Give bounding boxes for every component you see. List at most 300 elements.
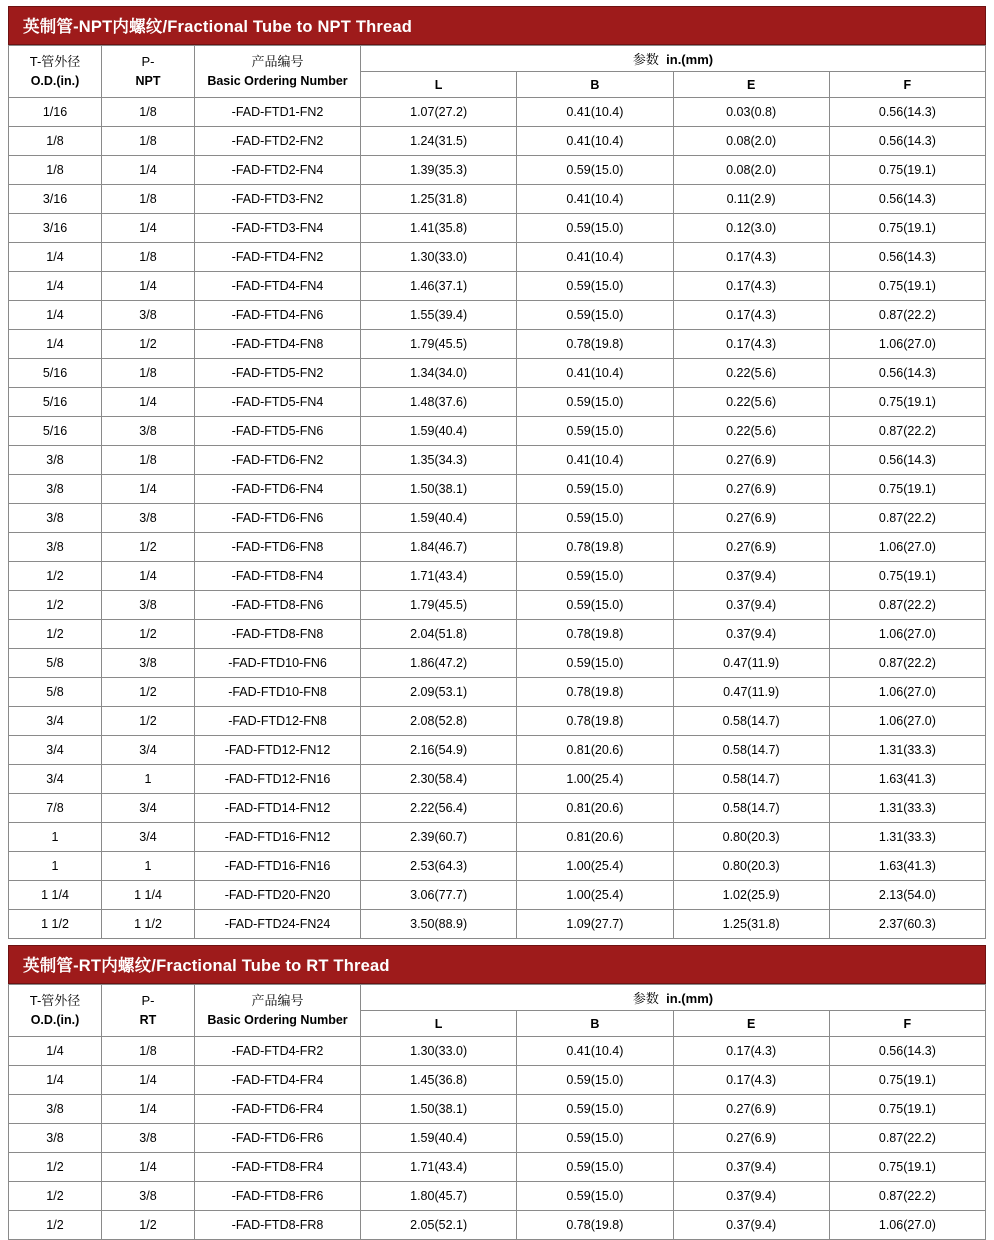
table-cell: 1.84(46.7) [361,533,517,562]
table-cell: 1.63(41.3) [829,765,985,794]
table-cell: 1.25(31.8) [673,910,829,939]
header-param-3: E [673,1011,829,1037]
table-cell: 0.58(14.7) [673,707,829,736]
table-cell: 0.41(10.4) [517,185,673,214]
table-cell: 0.56(14.3) [829,446,985,475]
table-row [9,388,986,417]
header-param-1: L [361,72,517,98]
table-cell: 1 1/2 [102,910,195,939]
table-cell: 0.59(15.0) [517,562,673,591]
table-cell: 0.59(15.0) [517,1066,673,1095]
table-cell: 1.46(37.1) [361,272,517,301]
table-cell: -FAD-FTD6-FN6 [195,504,361,533]
table-cell: 1/2 [9,562,102,591]
table-cell: 2.09(53.1) [361,678,517,707]
table-cell: 1/4 [102,475,195,504]
table-cell: 1/2 [9,1211,102,1240]
table-cell: 3/4 [102,794,195,823]
table-cell: 1.24(31.5) [361,127,517,156]
table-cell: 1/2 [102,533,195,562]
table-row [9,1182,986,1211]
table-cell: 7/8 [9,794,102,823]
table-cell: 2.05(52.1) [361,1211,517,1240]
table-cell: 0.59(15.0) [517,1095,673,1124]
table-cell: 0.59(15.0) [517,1124,673,1153]
table-cell: 0.03(0.8) [673,98,829,127]
header-param-2: B [517,72,673,98]
table-cell: 1/8 [9,127,102,156]
table-cell: 3/4 [9,707,102,736]
table-row [9,678,986,707]
table-cell: 2.04(51.8) [361,620,517,649]
header-thread-cn: P- [141,993,155,1009]
table-cell: 1.00(25.4) [517,852,673,881]
table-cell: -FAD-FTD12-FN8 [195,707,361,736]
header-parameters [361,985,986,1011]
table-row [9,649,986,678]
sections-container [8,6,986,1240]
table-cell: 1/4 [102,562,195,591]
table-row [9,591,986,620]
table-cell: -FAD-FTD16-FN16 [195,852,361,881]
table-row [9,1037,986,1066]
table-cell: 0.75(19.1) [829,1066,985,1095]
table-cell: 1.41(35.8) [361,214,517,243]
table-cell: 3/8 [9,1124,102,1153]
table-cell: 0.47(11.9) [673,678,829,707]
table-cell: 0.37(9.4) [673,1153,829,1182]
table-cell: 0.41(10.4) [517,127,673,156]
table-cell: 0.75(19.1) [829,156,985,185]
table-cell: 1/2 [102,678,195,707]
table-cell: 1/4 [9,243,102,272]
table-cell: 1.02(25.9) [673,881,829,910]
table-cell: 0.22(5.6) [673,359,829,388]
table-cell: 1/2 [102,1211,195,1240]
table-cell: -FAD-FTD4-FN8 [195,330,361,359]
table-cell: 1/2 [102,620,195,649]
table-cell: 0.27(6.9) [673,475,829,504]
table-cell: 2.16(54.9) [361,736,517,765]
spec-section [8,6,986,939]
header-parameters-cn: 参数 [632,991,659,1006]
table-cell: 3/8 [9,475,102,504]
table-cell: 0.59(15.0) [517,272,673,301]
header-od-cn: T-管外径 [29,993,81,1009]
table-cell: 0.12(3.0) [673,214,829,243]
table-cell: -FAD-FTD4-FN4 [195,272,361,301]
header-ordering-number-en: Basic Ordering Number [207,73,348,88]
table-cell: 1.50(38.1) [361,1095,517,1124]
table-cell: 1 1/2 [9,910,102,939]
table-cell: 2.13(54.0) [829,881,985,910]
table-cell: 0.58(14.7) [673,794,829,823]
table-cell: 0.56(14.3) [829,243,985,272]
spec-table [8,45,986,939]
table-cell: 0.17(4.3) [673,301,829,330]
table-cell: 0.27(6.9) [673,533,829,562]
table-cell: 0.87(22.2) [829,649,985,678]
table-cell: -FAD-FTD5-FN4 [195,388,361,417]
table-row [9,881,986,910]
table-cell: 0.37(9.4) [673,591,829,620]
table-cell: 0.56(14.3) [829,127,985,156]
table-cell: 1.06(27.0) [829,330,985,359]
table-cell: 1 [102,765,195,794]
table-cell: 3/8 [9,533,102,562]
table-cell: 1/8 [102,1037,195,1066]
table-cell: 0.22(5.6) [673,388,829,417]
table-cell: -FAD-FTD5-FN2 [195,359,361,388]
table-cell: 1 [9,852,102,881]
table-cell: 1/8 [102,446,195,475]
table-cell: -FAD-FTD4-FR4 [195,1066,361,1095]
table-cell: 1.06(27.0) [829,678,985,707]
table-cell: 1/4 [9,1066,102,1095]
table-cell: 0.75(19.1) [829,272,985,301]
table-row [9,504,986,533]
table-cell: 0.78(19.8) [517,533,673,562]
table-cell: 0.78(19.8) [517,330,673,359]
table-cell: 1 [9,823,102,852]
table-cell: 0.59(15.0) [517,504,673,533]
table-cell: -FAD-FTD4-FR2 [195,1037,361,1066]
table-cell: 1.25(31.8) [361,185,517,214]
table-cell: -FAD-FTD8-FN4 [195,562,361,591]
table-cell: 0.59(15.0) [517,475,673,504]
table-cell: 1.63(41.3) [829,852,985,881]
table-cell: 1.48(37.6) [361,388,517,417]
header-thread-en: NPT [135,73,161,88]
table-cell: 0.56(14.3) [829,359,985,388]
table-cell: 0.75(19.1) [829,1153,985,1182]
table-cell: 1 [102,852,195,881]
table-cell: 1/4 [9,301,102,330]
table-row [9,301,986,330]
table-cell: 1/8 [102,359,195,388]
table-cell: 0.56(14.3) [829,98,985,127]
table-cell: 0.41(10.4) [517,98,673,127]
table-cell: 0.87(22.2) [829,1124,985,1153]
table-cell: -FAD-FTD4-FN6 [195,301,361,330]
table-cell: 0.75(19.1) [829,562,985,591]
table-cell: -FAD-FTD14-FN12 [195,794,361,823]
table-row [9,417,986,446]
table-cell: -FAD-FTD6-FN2 [195,446,361,475]
table-cell: 1.09(27.7) [517,910,673,939]
table-cell: 1.55(39.4) [361,301,517,330]
table-cell: 1.30(33.0) [361,243,517,272]
table-row [9,562,986,591]
table-cell: 1.39(35.3) [361,156,517,185]
table-cell: 0.56(14.3) [829,1037,985,1066]
table-cell: 0.17(4.3) [673,272,829,301]
table-row [9,533,986,562]
table-cell: -FAD-FTD4-FN2 [195,243,361,272]
table-cell: 0.80(20.3) [673,823,829,852]
header-ordering-number-cn: 产品编号 [251,54,304,70]
table-cell: 1.00(25.4) [517,765,673,794]
table-cell: 0.41(10.4) [517,359,673,388]
table-cell: 0.41(10.4) [517,1037,673,1066]
table-cell: 0.08(2.0) [673,127,829,156]
table-cell: -FAD-FTD3-FN2 [195,185,361,214]
table-cell: 3/4 [102,736,195,765]
table-cell: 2.53(64.3) [361,852,517,881]
table-row [9,1211,986,1240]
table-cell: 0.59(15.0) [517,301,673,330]
table-row [9,272,986,301]
header-od-cn: T-管外径 [29,54,81,70]
table-cell: -FAD-FTD10-FN8 [195,678,361,707]
table-cell: 3/4 [9,765,102,794]
header-parameters [361,46,986,72]
table-cell: 0.27(6.9) [673,1124,829,1153]
table-row [9,475,986,504]
table-cell: 1/4 [102,1095,195,1124]
table-cell: 1.79(45.5) [361,591,517,620]
table-cell: 1.06(27.0) [829,533,985,562]
table-cell: 1/2 [9,620,102,649]
table-cell: 0.27(6.9) [673,446,829,475]
table-cell: 0.87(22.2) [829,591,985,620]
table-cell: 1.59(40.4) [361,504,517,533]
section-title: 英制管-RT内螺纹/Fractional Tube to RT Thread [8,945,986,984]
table-row [9,823,986,852]
table-cell: 0.78(19.8) [517,620,673,649]
table-cell: 1.86(47.2) [361,649,517,678]
table-cell: 0.59(15.0) [517,649,673,678]
table-cell: 1.31(33.3) [829,736,985,765]
table-cell: 3/16 [9,185,102,214]
table-cell: 1.35(34.3) [361,446,517,475]
table-row [9,707,986,736]
table-cell: 1/4 [102,156,195,185]
table-cell: 1.45(36.8) [361,1066,517,1095]
table-cell: 1.79(45.5) [361,330,517,359]
table-cell: 5/16 [9,359,102,388]
table-header-row [9,46,986,72]
table-cell: -FAD-FTD8-FN6 [195,591,361,620]
table-cell: 0.87(22.2) [829,301,985,330]
table-cell: 1.59(40.4) [361,1124,517,1153]
table-cell: 1/4 [102,214,195,243]
table-row [9,1066,986,1095]
header-param-1: L [361,1011,517,1037]
table-cell: 2.39(60.7) [361,823,517,852]
table-cell: 0.56(14.3) [829,185,985,214]
table-cell: -FAD-FTD1-FN2 [195,98,361,127]
table-row [9,446,986,475]
table-cell: 3/4 [102,823,195,852]
table-cell: 1/2 [102,707,195,736]
table-cell: 0.75(19.1) [829,388,985,417]
table-row [9,156,986,185]
table-cell: 3/8 [9,446,102,475]
table-cell: 1.34(34.0) [361,359,517,388]
table-cell: 1/2 [9,1153,102,1182]
table-cell: 0.59(15.0) [517,156,673,185]
table-cell: 5/8 [9,649,102,678]
table-cell: -FAD-FTD10-FN6 [195,649,361,678]
table-row [9,736,986,765]
table-row [9,620,986,649]
table-row [9,765,986,794]
table-cell: 3/8 [102,649,195,678]
spec-section [8,945,986,1240]
table-cell: 1.31(33.3) [829,823,985,852]
table-cell: 0.75(19.1) [829,214,985,243]
table-cell: 1.06(27.0) [829,1211,985,1240]
table-cell: 0.87(22.2) [829,1182,985,1211]
table-row [9,214,986,243]
table-cell: 2.30(58.4) [361,765,517,794]
table-cell: 3/8 [102,417,195,446]
table-row [9,1095,986,1124]
table-cell: 0.59(15.0) [517,1153,673,1182]
table-cell: 3/8 [102,591,195,620]
table-cell: -FAD-FTD5-FN6 [195,417,361,446]
table-cell: 0.37(9.4) [673,1182,829,1211]
table-cell: 0.58(14.7) [673,736,829,765]
table-cell: -FAD-FTD8-FR6 [195,1182,361,1211]
table-cell: 0.27(6.9) [673,504,829,533]
table-cell: 0.17(4.3) [673,330,829,359]
header-param-3: E [673,72,829,98]
table-row [9,98,986,127]
table-cell: 0.37(9.4) [673,1211,829,1240]
header-param-2: B [517,1011,673,1037]
table-cell: 1/2 [102,330,195,359]
header-od [9,46,102,98]
table-cell: 1/8 [9,156,102,185]
table-cell: 3/8 [102,1124,195,1153]
table-cell: 1/8 [102,98,195,127]
table-cell: 0.41(10.4) [517,243,673,272]
table-cell: 0.41(10.4) [517,446,673,475]
table-cell: 0.59(15.0) [517,214,673,243]
table-cell: 3/8 [102,504,195,533]
section-title: 英制管-NPT内螺纹/Fractional Tube to NPT Thread [8,6,986,45]
table-cell: 3/8 [9,504,102,533]
header-ordering-number [195,985,361,1037]
table-cell: 1/4 [102,388,195,417]
table-cell: 1.00(25.4) [517,881,673,910]
table-cell: -FAD-FTD16-FN12 [195,823,361,852]
table-cell: 0.78(19.8) [517,707,673,736]
table-cell: -FAD-FTD6-FR6 [195,1124,361,1153]
table-cell: 1/4 [102,1153,195,1182]
table-cell: 1 1/4 [102,881,195,910]
table-cell: 0.11(2.9) [673,185,829,214]
table-row [9,794,986,823]
table-row [9,127,986,156]
table-cell: 0.47(11.9) [673,649,829,678]
header-ordering-number-en: Basic Ordering Number [207,1012,348,1027]
table-cell: 5/16 [9,388,102,417]
table-cell: 0.75(19.1) [829,1095,985,1124]
table-cell: 0.87(22.2) [829,504,985,533]
table-cell: 3.50(88.9) [361,910,517,939]
table-row [9,185,986,214]
table-cell: 0.78(19.8) [517,678,673,707]
table-cell: 1.06(27.0) [829,707,985,736]
table-cell: 0.87(22.2) [829,417,985,446]
table-cell: -FAD-FTD8-FR8 [195,1211,361,1240]
table-cell: 3/4 [9,736,102,765]
table-cell: 5/8 [9,678,102,707]
table-cell: -FAD-FTD2-FN4 [195,156,361,185]
table-cell: 1/4 [9,272,102,301]
table-cell: -FAD-FTD2-FN2 [195,127,361,156]
table-cell: -FAD-FTD6-FN4 [195,475,361,504]
table-cell: 1/4 [102,1066,195,1095]
table-cell: 0.22(5.6) [673,417,829,446]
header-param-4: F [829,1011,985,1037]
table-cell: -FAD-FTD8-FR4 [195,1153,361,1182]
table-cell: 0.78(19.8) [517,1211,673,1240]
table-row [9,852,986,881]
header-parameters-unit: in.(mm) [666,52,714,67]
header-ordering-number [195,46,361,98]
table-cell: 1/16 [9,98,102,127]
table-cell: 3/8 [102,1182,195,1211]
table-cell: 0.37(9.4) [673,620,829,649]
table-cell: 0.58(14.7) [673,765,829,794]
table-cell: 1/4 [9,1037,102,1066]
table-cell: -FAD-FTD8-FN8 [195,620,361,649]
table-row [9,910,986,939]
header-od-en: O.D.(in.) [30,73,80,88]
table-cell: 1/2 [9,591,102,620]
header-parameters-cn: 参数 [632,52,659,67]
header-thread-cn: P- [141,54,155,70]
table-cell: 0.75(19.1) [829,475,985,504]
table-cell: 0.59(15.0) [517,1182,673,1211]
table-cell: 3/8 [9,1095,102,1124]
table-cell: -FAD-FTD12-FN12 [195,736,361,765]
table-cell: 1.30(33.0) [361,1037,517,1066]
table-cell: 1/8 [102,127,195,156]
header-param-4: F [829,72,985,98]
table-cell: 0.08(2.0) [673,156,829,185]
table-cell: 0.17(4.3) [673,1066,829,1095]
header-od-en: O.D.(in.) [30,1012,80,1027]
table-cell: 0.59(15.0) [517,417,673,446]
header-ordering-number-cn: 产品编号 [251,993,304,1009]
table-cell: -FAD-FTD24-FN24 [195,910,361,939]
table-cell: -FAD-FTD6-FR4 [195,1095,361,1124]
table-cell: 0.59(15.0) [517,388,673,417]
table-cell: 1.71(43.4) [361,1153,517,1182]
table-cell: 3/8 [102,301,195,330]
table-cell: 1 1/4 [9,881,102,910]
header-thread [102,46,195,98]
header-parameters-unit: in.(mm) [666,991,714,1006]
table-cell: 5/16 [9,417,102,446]
table-cell: -FAD-FTD6-FN8 [195,533,361,562]
table-cell: 0.17(4.3) [673,243,829,272]
table-header-row [9,985,986,1011]
header-od [9,985,102,1037]
table-row [9,243,986,272]
table-cell: 3.06(77.7) [361,881,517,910]
table-cell: 1.50(38.1) [361,475,517,504]
table-cell: 1/4 [9,330,102,359]
table-cell: 0.17(4.3) [673,1037,829,1066]
table-cell: 0.80(20.3) [673,852,829,881]
table-cell: 2.22(56.4) [361,794,517,823]
